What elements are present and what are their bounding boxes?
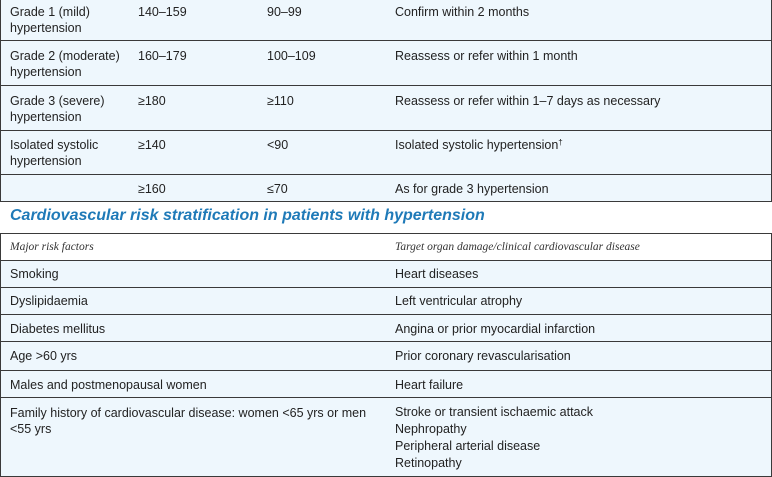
systolic-value: ≥180	[138, 94, 166, 108]
grade-label: Grade 2 (moderate) hypertension	[10, 49, 120, 79]
organ-damage: Heart diseases	[395, 267, 479, 281]
organ-damage-item: Nephropathy	[395, 422, 467, 436]
risk-row-1-bg	[0, 261, 772, 287]
left-edge	[0, 233, 1, 477]
action-text: Isolated systolic hypertension†	[395, 138, 563, 152]
organ-damage: Angina or prior myocardial infarction	[395, 322, 596, 336]
risk-factor: Family history of cardiovascular disease: women <65 yrs or men <55 yrs	[10, 406, 367, 436]
rule	[0, 260, 772, 261]
dagger-footnote-mark: †	[558, 138, 563, 147]
rule	[0, 397, 772, 398]
action-text: As for grade 3 hypertension	[395, 182, 549, 196]
header-row-bg	[0, 234, 772, 260]
header-major-risk-factors: Major risk factors	[10, 241, 94, 253]
diastolic-value: 90–99	[267, 5, 302, 19]
diastolic-value: 100–109	[267, 49, 316, 63]
systolic-value: 140–159	[138, 5, 187, 19]
risk-factor: Males and postmenopausal women	[10, 378, 207, 392]
action-text: Reassess or refer within 1 month	[395, 49, 578, 63]
rule	[0, 370, 772, 371]
organ-damage-item: Peripheral arterial disease	[395, 439, 541, 453]
header-target-organ-damage: Target organ damage/clinical cardiovascular disease	[395, 241, 640, 253]
grade-label: Grade 3 (severe) hypertension	[10, 94, 105, 124]
risk-factor: Smoking	[10, 267, 59, 281]
diastolic-value: ≥110	[267, 94, 294, 108]
rule	[0, 201, 772, 202]
risk-factor: Diabetes mellitus	[10, 322, 106, 336]
grade-label: Grade 1 (mild) hypertension	[10, 5, 90, 35]
grade-row-4-bg	[0, 131, 772, 174]
rule	[0, 85, 772, 86]
action-text: Confirm within 2 months	[395, 5, 530, 19]
rule	[0, 40, 772, 41]
rule	[0, 314, 772, 315]
left-edge	[0, 0, 1, 201]
grade-label: Isolated systolic hypertension	[10, 138, 99, 168]
organ-damage-list	[395, 404, 593, 472]
rule	[0, 341, 772, 342]
grade-row-5-bg	[0, 175, 772, 201]
risk-factor: Dyslipidaemia	[10, 294, 88, 308]
organ-damage: Heart failure	[395, 378, 464, 392]
section-title: Cardiovascular risk stratification in patients with hypertension	[10, 207, 485, 224]
rule	[0, 174, 772, 175]
organ-damage-item: Stroke or transient ischaemic attack	[395, 405, 593, 419]
systolic-value: ≥160	[138, 182, 166, 196]
organ-damage: Prior coronary revascularisation	[395, 349, 571, 363]
systolic-value: 160–179	[138, 49, 187, 63]
risk-row-4-bg	[0, 342, 772, 370]
systolic-value: ≥140	[138, 138, 166, 152]
risk-factor: Age >60 yrs	[10, 349, 78, 363]
rule	[0, 130, 772, 131]
rule	[0, 233, 772, 234]
rule	[0, 287, 772, 288]
action-text: Reassess or refer within 1–7 days as necessary	[395, 94, 661, 108]
organ-damage-item: Retinopathy	[395, 456, 462, 470]
risk-row-3-bg	[0, 315, 772, 341]
grade-row-1-bg	[0, 0, 772, 40]
organ-damage: Left ventricular atrophy	[395, 294, 523, 308]
risk-row-2-bg	[0, 288, 772, 314]
diastolic-value: ≤70	[267, 182, 288, 196]
diastolic-value: <90	[267, 138, 289, 152]
